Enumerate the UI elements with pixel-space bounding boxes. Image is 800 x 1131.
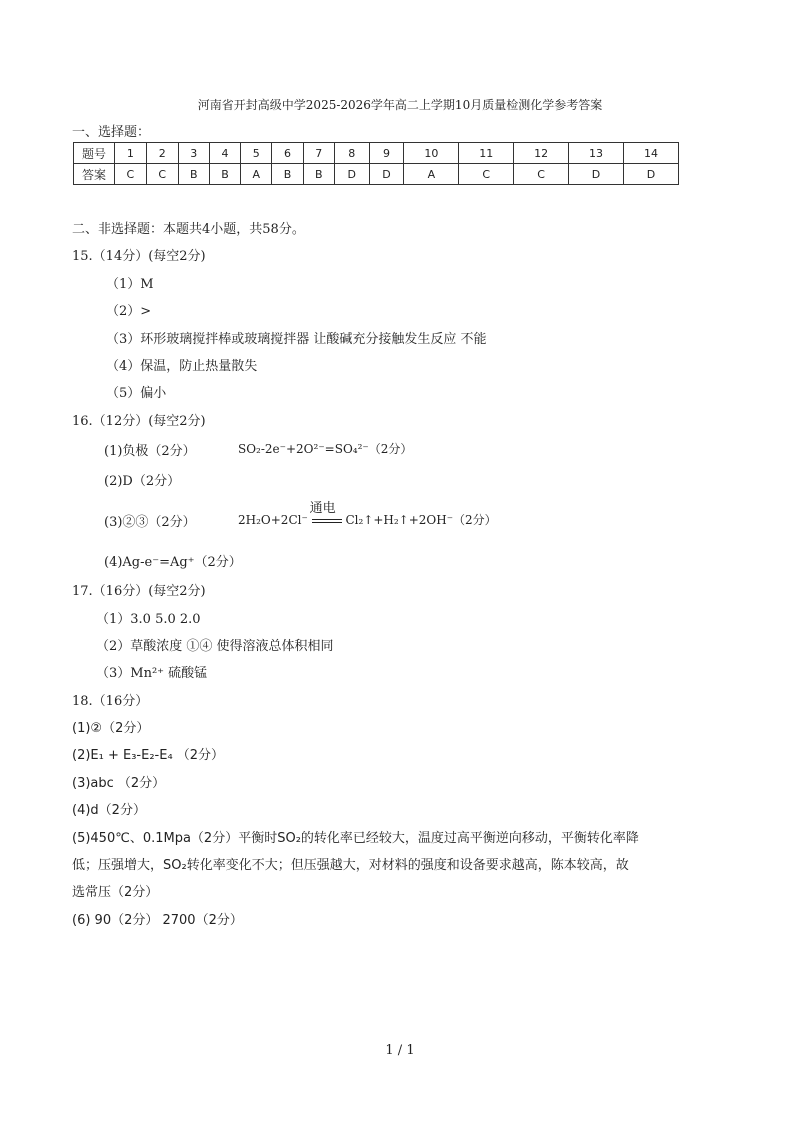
q16-item-4: (4)Ag-e⁻=Ag⁺（2分） [104, 555, 242, 570]
q18-item-2: (2)E₁ + E₃-E₂-E₄ （2分） [72, 748, 225, 763]
q16-heading: 16.（12分）(每空2分) [72, 414, 206, 429]
answer-cell: C [115, 164, 147, 185]
q15-heading: 15.（14分）(每空2分) [72, 249, 206, 264]
q17-item-1: （1）3.0 5.0 2.0 [96, 612, 201, 627]
answer-cell: D [624, 164, 679, 185]
q18-item-1: (1)②（2分） [72, 721, 150, 736]
q18-item-4: (4)d（2分） [72, 803, 146, 818]
question-number-cell: 7 [303, 143, 334, 164]
question-number-cell: 12 [514, 143, 569, 164]
page-title: 河南省开封高级中学2025-2026学年高二上学期10月质量检测化学参考答案 [197, 98, 603, 112]
q18-item-5-line-1: (5)450℃、0.1Mpa（2分）平衡时SO₂的转化率已经较大，温度过高平衡逆向移动，平衡转化率降 [72, 831, 639, 846]
answer-cell: C [514, 164, 569, 185]
answer-cell: C [459, 164, 514, 185]
question-number-cell: 1 [115, 143, 147, 164]
answer-cell: D [569, 164, 624, 185]
q18-item-6: (6) 90（2分） 2700（2分） [72, 913, 243, 928]
answer-cell: C [146, 164, 178, 185]
question-number-cell: 3 [178, 143, 209, 164]
row-label: 题号 [74, 143, 115, 164]
question-number-cell: 14 [624, 143, 679, 164]
answer-cell: A [241, 164, 272, 185]
answer-cell: A [404, 164, 459, 185]
q18-heading: 18.（16分） [72, 694, 149, 709]
question-number-cell: 8 [334, 143, 369, 164]
q16-item-1-equation: SO₂-2e⁻+2O²⁻=SO₄²⁻（2分） [238, 442, 413, 456]
equation-arrow [309, 501, 342, 527]
q17-item-3: （3）Mn²⁺ 硫酸锰 [96, 666, 208, 681]
q16-item-1-label: (1)负极（2分） [104, 444, 196, 459]
table-row [74, 164, 679, 185]
section-choice-heading: 一、选择题： [72, 125, 151, 140]
row-label: 答案 [74, 164, 115, 185]
q17-item-2: （2）草酸浓度 ①④ 使得溶液总体积相同 [96, 639, 334, 654]
q16-item-3-equation [238, 501, 497, 528]
q15-item-4: （4）保温，防止热量散失 [106, 359, 258, 374]
answer-cell: B [272, 164, 303, 185]
answer-cell: B [178, 164, 209, 185]
q16-item-2: (2)D（2分） [104, 474, 181, 489]
q16-item-3-label: (3)②③（2分） [104, 515, 196, 530]
question-number-cell: 6 [272, 143, 303, 164]
q18-item-5-line-3: 选常压（2分） [72, 885, 159, 900]
equation-condition: 通电 [309, 501, 336, 516]
answer-cell: B [209, 164, 240, 185]
question-number-cell: 2 [146, 143, 178, 164]
answer-cell: B [303, 164, 334, 185]
question-number-cell: 10 [404, 143, 459, 164]
question-number-cell: 5 [241, 143, 272, 164]
answer-table [73, 142, 679, 185]
question-number-cell: 11 [459, 143, 514, 164]
equation-right: Cl₂↑+H₂↑+2OH⁻（2分） [345, 513, 497, 527]
page-number: 1 / 1 [385, 1043, 415, 1058]
q18-item-5-line-2: 低；压强增大，SO₂转化率变化不大；但压强越大，对材料的强度和设备要求越高，陈本较高，故 [72, 858, 629, 873]
answer-cell: D [369, 164, 404, 185]
section-nonchoice-heading: 二、非选择题：本题共4小题，共58分。 [72, 222, 305, 237]
q17-heading: 17.（16分）(每空2分) [72, 584, 206, 599]
q15-item-3: （3）环形玻璃搅拌棒或玻璃搅拌器 让酸碱充分接触发生反应 不能 [106, 332, 487, 347]
question-number-cell: 4 [209, 143, 240, 164]
table-row [74, 143, 679, 164]
q15-item-1: （1）M [106, 277, 154, 292]
q15-item-2: （2）> [106, 304, 152, 319]
question-number-cell: 9 [369, 143, 404, 164]
q15-item-5: （5）偏小 [106, 386, 167, 401]
equals-sign [312, 519, 342, 523]
question-number-cell: 13 [569, 143, 624, 164]
equation-left: 2H₂O+2Cl⁻ [238, 513, 308, 527]
q18-item-3: (3)abc （2分） [72, 776, 166, 791]
answer-cell: D [334, 164, 369, 185]
